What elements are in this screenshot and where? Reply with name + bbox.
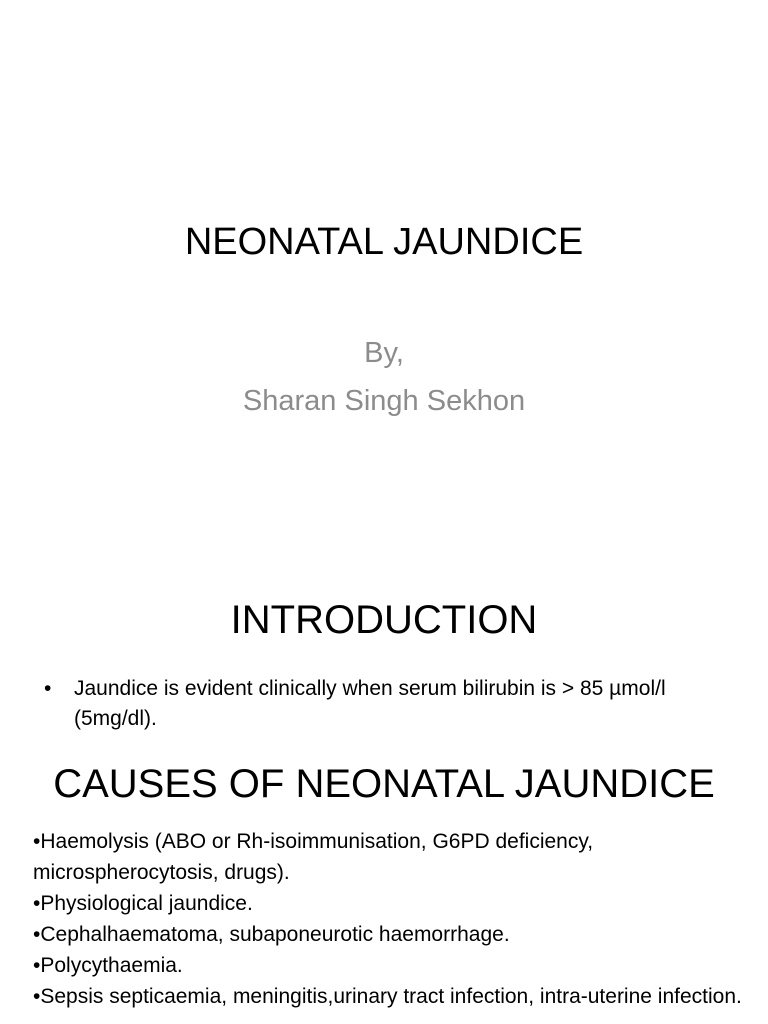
list-item: •Physiological jaundice. [33,892,253,915]
slide-title: NEONATAL JAUNDICE [184,221,584,263]
causes-list [33,826,743,1012]
introduction-heading: INTRODUCTION [230,598,538,642]
bullet-item [44,674,724,734]
bullet-text: Jaundice is evident clinically when serum bilirubin is > 85 µmol/l (5mg/dl). [74,677,666,730]
list-item: •Haemolysis (ABO or Rh-isoimmunisation, G6PD deficiency, microspherocytosis, drugs). [33,830,594,884]
causes-slide [0,756,768,1024]
list-item: •Cephalhaematoma, subaponeurotic haemorrhage. [33,923,510,946]
list-item: •Sepsis septicaemia, meningitis,urinary tract infection, intra-uterine infection. [33,985,742,1008]
bullet-marker: • [44,677,52,700]
introduction-slide [0,576,768,756]
list-item: •Polycythaemia. [33,954,183,977]
subtitle-by: By, [364,337,404,369]
causes-heading: CAUSES OF NEONATAL JAUNDICE [53,762,715,806]
subtitle-author: Sharan Singh Sekhon [242,385,526,417]
